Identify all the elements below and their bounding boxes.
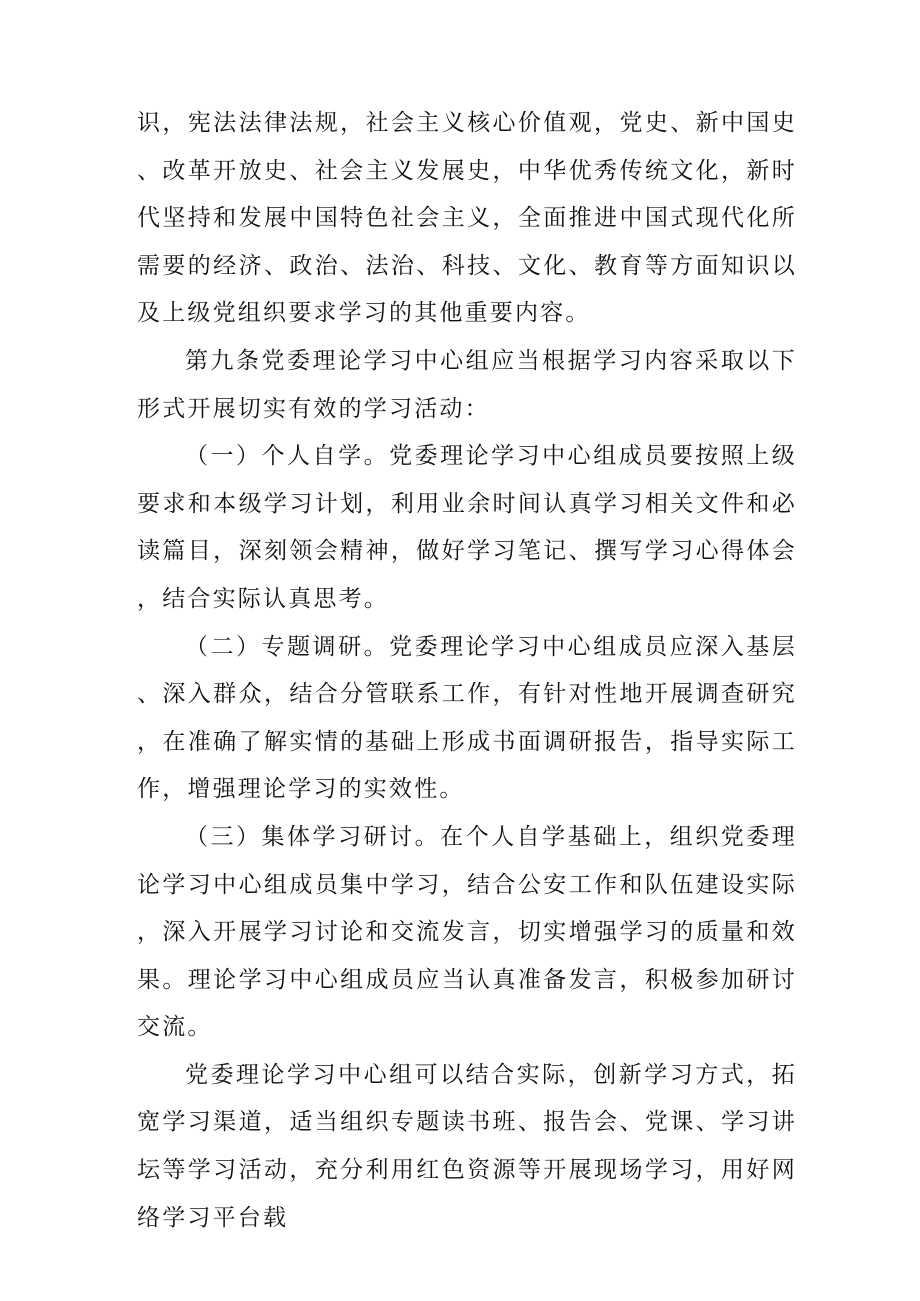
paragraph-continued-study-content: 识，宪法法律法规，社会主义核心价值观，党史、新中国史、改革开放史、社会主义发展史，中华优秀传统文化，新时代坚持和发展中国特色社会主义，全面推进中国式现代化所需要的经济、政治、法治、科技、文化、教育等方面知识以及上级党组织要求学习的其他重要内容。 — [137, 110, 797, 327]
document-body — [137, 100, 797, 1242]
paragraph-article-nine: 第九条党委理论学习中心组应当根据学习内容采取以下形式开展切实有效的学习活动： — [137, 347, 797, 422]
paragraph-collective-study: （三）集体学习研讨。在个人自学基础上，组织党委理论学习中心组成员集中学习，结合公安工作和队伍建设实际，深入开展学习讨论和交流发言，切实增强学习的质量和效果。理论学习中心组成员应当认真准备发言，积极参加研讨交流。 — [137, 823, 797, 1041]
paragraph-self-study: （一）个人自学。党委理论学习中心组成员要按照上级要求和本级学习计划，利用业余时间认真学习相关文件和必读篇目，深刻领会精神，做好学习笔记、撰写学习心得体会，结合实际认真思考。 — [137, 443, 797, 612]
paragraph-special-research: （二）专题调研。党委理论学习中心组成员应深入基层、深入群众，结合分管联系工作，有针对性地开展调查研究，在准确了解实情的基础上形成书面调研报告，指导实际工作，增强理论学习的实效性。 — [137, 633, 797, 803]
paragraph-innovative-study: 党委理论学习中心组可以结合实际，创新学习方式，拓宽学习渠道，适当组织专题读书班、报告会、党课、学习讲坛等学习活动，充分利用红色资源等开展现场学习，用好网络学习平台载 — [137, 1061, 797, 1231]
